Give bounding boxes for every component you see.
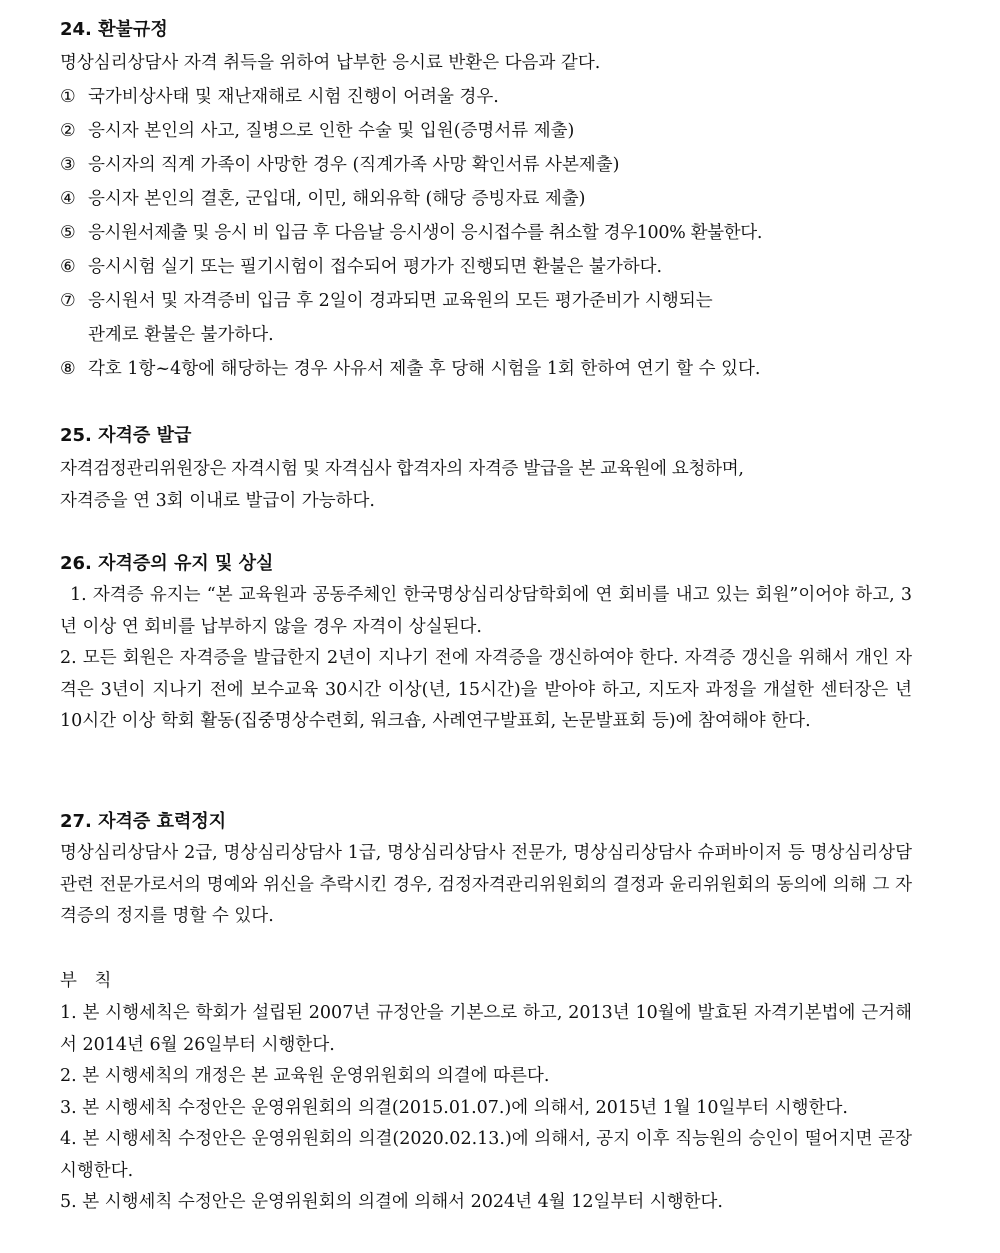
appendix-item: 4. 본 시행세칙 수정안은 운영위원회의 의결(2020.02.13.)에 의해서, 공지 이후 직능원의 승인이 떨어지면 곧장 시행한다.	[60, 1129, 912, 1181]
appendix-item: 1. 본 시행세칙은 학회가 설립된 2007년 규정안을 기본으로 하고, 2013년 10월에 발효된 자격기본법에 근거해서 2014년 6월 26일부터 시행한다.	[60, 1003, 912, 1055]
appendix-item: 2. 본 시행세칙의 개정은 본 교육원 운영위원회의 의결에 따른다.	[60, 1066, 550, 1086]
item-number: ⑥	[60, 257, 76, 277]
item-number: ⑤	[60, 223, 76, 243]
section-25-heading: 25. 자격증 발급	[60, 425, 192, 446]
item-text: 응시시험 실기 또는 필기시험이 접수되어 평가가 진행되면 환불은 불가하다.	[88, 257, 663, 277]
refund-item	[60, 80, 912, 114]
refund-item	[60, 148, 912, 182]
item-text: 국가비상사태 및 재난재해로 시험 진행이 어려울 경우.	[88, 87, 499, 107]
section-25	[60, 420, 912, 518]
section-26-heading: 26. 자격증의 유지 및 상실	[60, 553, 274, 574]
section-27-paragraph: 명상심리상담사 2급, 명상심리상담사 1급, 명상심리상담사 전문가, 명상심리상담사 슈퍼바이저 등 명상심리상담 관련 전문가로서의 명예와 위신을 추락시킨 경우, 검정자격관리위원회의 결정과 윤리위원회의 동의에 의해 그 자격증의 정지를 명할 수 있다.	[60, 843, 912, 926]
section-27-heading: 27. 자격증 효력정지	[60, 811, 227, 832]
section-24-intro: 명상심리상담사 자격 취득을 위하여 납부한 응시료 반환은 다음과 같다.	[60, 53, 601, 73]
item-number: ②	[60, 121, 76, 141]
refund-item-continuation	[60, 318, 912, 352]
section-26	[60, 548, 912, 738]
section-24-heading: 24. 환불규정	[60, 19, 168, 40]
item-number: ⑦	[60, 291, 76, 311]
appendix-heading: 부 칙	[60, 971, 118, 991]
section-27	[60, 806, 912, 933]
refund-item	[60, 182, 912, 216]
section-26-paragraph: 2. 모든 회원은 자격증을 발급한지 2년이 지나기 전에 자격증을 갱신하여야 한다. 자격증 갱신을 위해서 개인 자격은 3년이 지나기 전에 보수교육 30시간 이상(년, 15시간)을 받아야 하고, 지도자 과정을 개설한 센터장은 년 10시간 이상 학회 활동(집중명상수련회, 워크숍, 사례연구발표회, 논문발표회 등)에 참여해야 한다.	[60, 648, 912, 731]
section-24	[60, 14, 912, 386]
appendix	[60, 964, 912, 1219]
item-text: 응시원서 및 자격증비 입금 후 2일이 경과되면 교육원의 모든 평가준비가 시행되는	[88, 291, 713, 311]
item-text: 관계로 환불은 불가하다.	[88, 325, 274, 345]
item-text: 응시자 본인의 결혼, 군입대, 이민, 해외유학 (해당 증빙자료 제출)	[88, 189, 586, 209]
item-text: 각호 1항~4항에 해당하는 경우 사유서 제출 후 당해 시험을 1회 한하여 연기 할 수 있다.	[88, 359, 761, 379]
appendix-item: 5. 본 시행세칙 수정안은 운영위원회의 의결에 의해서 2024년 4월 12일부터 시행한다.	[60, 1192, 723, 1212]
section-25-line: 자격검정관리위원장은 자격시험 및 자격심사 합격자의 자격증 발급을 본 교육원에 요청하며,	[60, 459, 744, 479]
item-number: ①	[60, 87, 76, 107]
section-26-paragraph: 1. 자격증 유지는 “본 교육원과 공동주체인 한국명상심리상담학회에 연 회비를 내고 있는 회원”이어야 하고, 3년 이상 연 회비를 납부하지 않을 경우 자격이 상실된다.	[60, 585, 912, 637]
refund-item	[60, 284, 912, 318]
refund-item	[60, 352, 912, 386]
refund-item	[60, 216, 912, 250]
item-text: 응시원서제출 및 응시 비 입금 후 다음날 응시생이 응시접수를 취소할 경우100% 환불한다.	[88, 223, 763, 243]
refund-item	[60, 250, 912, 284]
item-number: ⑧	[60, 359, 76, 379]
section-25-line: 자격증을 연 3회 이내로 발급이 가능하다.	[60, 491, 375, 511]
item-number: ④	[60, 189, 76, 209]
item-text: 응시자 본인의 사고, 질병으로 인한 수술 및 입원(증명서류 제출)	[88, 121, 575, 141]
item-number: ③	[60, 155, 76, 175]
item-text: 응시자의 직계 가족이 사망한 경우 (직계가족 사망 확인서류 사본제출)	[88, 155, 620, 175]
refund-item	[60, 114, 912, 148]
appendix-item: 3. 본 시행세칙 수정안은 운영위원회의 의결(2015.01.07.)에 의해서, 2015년 1월 10일부터 시행한다.	[60, 1097, 848, 1118]
